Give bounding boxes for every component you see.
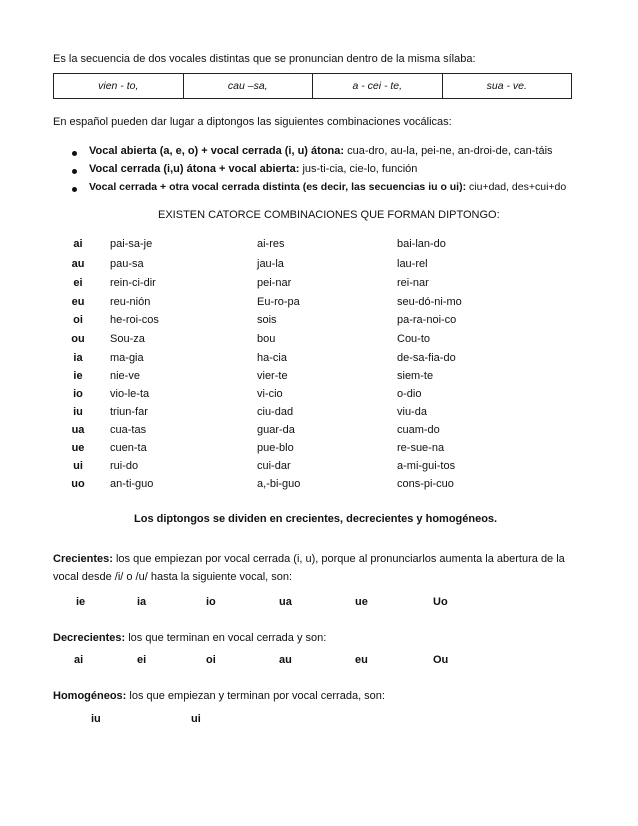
example-word: seu-dó-ni-mo	[397, 296, 462, 308]
example-word: lau-rel	[397, 258, 428, 270]
diphthong-item: ei	[137, 654, 147, 666]
diphthong-item: iu	[91, 713, 101, 725]
diphthong-code: ua	[71, 424, 85, 436]
examples-table	[53, 73, 572, 99]
bullet-text: ciu+dad, des+cui+do	[466, 181, 567, 193]
example-word: de-sa-fia-do	[397, 352, 456, 364]
diphthong-item: ui	[191, 713, 201, 725]
decrecientes-label: Decrecientes:	[53, 632, 126, 644]
diphthong-item: ia	[137, 596, 147, 608]
bullet-icon	[72, 151, 77, 156]
table-row	[0, 406, 638, 424]
example-word: sois	[257, 314, 277, 326]
example-word: cui-dar	[257, 460, 291, 472]
diphthong-item: Ou	[433, 654, 449, 666]
example-word: an-ti-guo	[110, 478, 154, 490]
example-word: pue-blo	[257, 442, 294, 454]
table-row	[0, 296, 638, 314]
division-heading: Los diptongos se dividen en crecientes, decrecientes y homogéneos.	[134, 513, 498, 525]
diphthong-code: ou	[71, 333, 85, 345]
example-word: cuen-ta	[110, 442, 147, 454]
diphthong-item: Uo	[433, 596, 448, 608]
table-row	[0, 460, 638, 478]
bullet-text: cua-dro, au-la, pei-ne, an-droi-de, can-táis	[344, 145, 553, 157]
example-word: guar-da	[257, 424, 295, 436]
example-word: ha-cia	[257, 352, 287, 364]
diphthong-code: ia	[73, 352, 83, 364]
table-row	[0, 333, 638, 351]
diphthong-code: ai	[73, 238, 83, 250]
example-word: rei-nar	[397, 277, 429, 289]
table-row	[0, 314, 638, 332]
diphthong-code: io	[73, 388, 83, 400]
example-word: vier-te	[257, 370, 288, 382]
table-row	[0, 277, 638, 295]
diphthong-code: ie	[73, 370, 83, 382]
example-word: viu-da	[397, 406, 427, 418]
table-row	[0, 238, 638, 256]
example-word: a-mi-gui-tos	[397, 460, 456, 472]
example-word: ma-gia	[110, 352, 144, 364]
example-cell: a - cei - te,	[313, 74, 443, 99]
homogeneos-text: los que empiezan y terminan por vocal cerrada, son:	[126, 690, 385, 702]
diphthong-code: ue	[71, 442, 85, 454]
diphthong-code: oi	[73, 314, 83, 326]
example-word: pau-sa	[110, 258, 144, 270]
example-word: o-dio	[397, 388, 422, 400]
diphthong-item: ai	[74, 654, 84, 666]
table-heading: EXISTEN CATORCE COMBINACIONES QUE FORMAN DIPTONGO:	[158, 209, 500, 221]
example-word: cuam-do	[397, 424, 440, 436]
diphthong-item: ue	[355, 596, 368, 608]
diphthong-item: oi	[206, 654, 216, 666]
example-word: pei-nar	[257, 277, 292, 289]
table-row	[0, 388, 638, 406]
diphthong-item: ua	[279, 596, 292, 608]
decrecientes-paragraph	[53, 632, 326, 644]
combinations-lead: En español pueden dar lugar a diptongos las siguientes combinaciones vocálicas:	[53, 116, 452, 128]
table-row	[0, 258, 638, 276]
example-cell: sua - ve.	[442, 74, 572, 99]
diphthong-item: io	[206, 596, 216, 608]
bullet-icon	[72, 169, 77, 174]
crecientes-label: Crecientes:	[53, 553, 113, 565]
table-row	[0, 370, 638, 388]
crecientes-text-line2: vocal desde /i/ o /u/ hasta la siguiente vocal, son:	[53, 571, 293, 583]
example-word: siem-te	[397, 370, 434, 382]
example-word: cons-pi-cuo	[397, 478, 454, 490]
example-word: triun-far	[110, 406, 148, 418]
crecientes-text: los que empiezan por vocal cerrada (i, u), porque al pronunciarlos aumenta la abertura de la	[112, 553, 565, 565]
example-word: Sou-za	[110, 333, 145, 345]
example-word: bai-lan-do	[397, 238, 446, 250]
example-word: ciu-dad	[257, 406, 294, 418]
example-word: pai-sa-je	[110, 238, 153, 250]
example-word: bou	[257, 333, 276, 345]
example-word: vi-cio	[257, 388, 283, 400]
diphthong-code: au	[71, 258, 85, 270]
bullet-item	[89, 181, 566, 193]
example-word: a,-bi-guo	[257, 478, 301, 490]
bullet-label: Vocal abierta (a, e, o) + vocal cerrada (i, u) átona:	[89, 145, 345, 157]
definition-text: Es la secuencia de dos vocales distintas que se pronuncian dentro de la misma sílaba:	[53, 53, 476, 65]
example-word: re-sue-na	[397, 442, 445, 454]
example-word: he-roi-cos	[110, 314, 159, 326]
example-word: cua-tas	[110, 424, 147, 436]
bullet-item	[89, 163, 417, 175]
example-cell: cau –sa,	[183, 74, 313, 99]
table-row	[0, 424, 638, 442]
bullet-label: Vocal cerrada + otra vocal cerrada distinta (es decir, las secuencias iu o ui):	[89, 181, 467, 193]
diphthong-code: uo	[71, 478, 85, 490]
diphthong-item: ie	[76, 596, 86, 608]
bullet-item	[89, 145, 553, 157]
table-row	[0, 478, 638, 496]
decrecientes-text: los que terminan en vocal cerrada y son:	[125, 632, 327, 644]
diphthong-item: eu	[355, 654, 368, 666]
diphthong-code: eu	[71, 296, 85, 308]
bullet-label: Vocal cerrada (i,u) átona + vocal abierta:	[89, 163, 300, 175]
example-word: Cou-to	[397, 333, 431, 345]
table-row	[0, 442, 638, 460]
diphthong-item: au	[279, 654, 292, 666]
diphthong-code: ei	[73, 277, 83, 289]
diphthong-code: iu	[73, 406, 83, 418]
homogeneos-label: Homogéneos:	[53, 690, 127, 702]
bullet-text: jus-ti-cia, cie-lo, función	[299, 163, 418, 175]
example-word: rui-do	[110, 460, 139, 472]
diphthong-code: ui	[73, 460, 83, 472]
example-word: Eu-ro-pa	[257, 296, 300, 308]
example-word: pa-ra-noi-co	[397, 314, 457, 326]
table-row	[0, 352, 638, 370]
example-word: nie-ve	[110, 370, 140, 382]
example-cell: vien - to,	[98, 80, 139, 92]
example-word: jau-la	[257, 258, 284, 270]
example-word: rein-ci-dir	[110, 277, 156, 289]
homogeneos-paragraph	[53, 690, 385, 702]
example-word: vio-le-ta	[110, 388, 150, 400]
bullet-icon	[72, 187, 77, 192]
example-word: ai-res	[257, 238, 285, 250]
example-word: reu-nión	[110, 296, 151, 308]
crecientes-paragraph	[53, 553, 565, 565]
